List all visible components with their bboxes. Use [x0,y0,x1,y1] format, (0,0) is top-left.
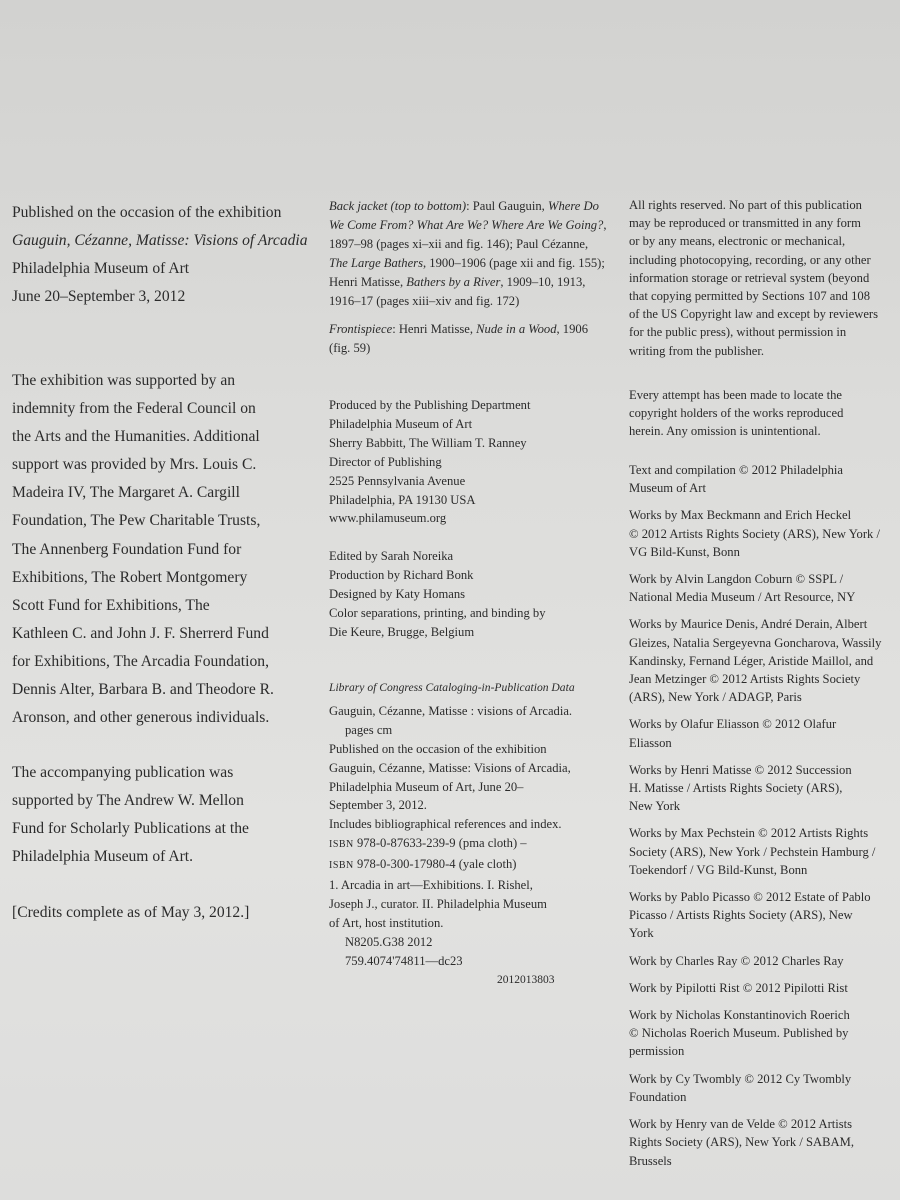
website-url: www.philamuseum.org [329,511,447,526]
credit-line: New York [629,799,681,814]
credit-line: Works by Olafur Eliasson © 2012 Olafur [629,717,837,732]
credit-line: Works by Max Pechstein © 2012 Artists Rights [629,826,869,841]
cip-line: Gauguin, Cézanne, Matisse: Visions of Arcadia, [329,760,571,775]
credit-entry [629,506,900,561]
credit-list [629,461,900,1170]
cip-line: of Art, host institution. [329,915,444,930]
support-line: support was provided by Mrs. Louis C. [12,456,257,474]
credit-line: Works by Max Beckmann and Erich Heckel [629,508,852,523]
frontispiece-label: Frontispiece [329,322,393,336]
cip-line: Gauguin, Cézanne, Matisse : visions of Arcadia. [329,703,573,718]
exhibition-title: Gauguin, Cézanne, Matisse: Visions of Arcadia [12,232,308,250]
produced-line: Director of Publishing [329,454,442,469]
back-jacket-title-part: Bathers by a River [406,274,501,289]
credit-line: National Media Museum / Art Resource, NY [629,590,856,605]
occasion-block [12,199,317,311]
credit-line: Foundation [629,1089,687,1104]
produced-line: Sherry Babbitt, The William T. Ranney [329,435,527,450]
support-line: Kathleen C. and John J. F. Sherrerd Fund [12,624,269,642]
credit-line: permission [629,1044,685,1059]
back-jacket-text: Henri Matisse, [329,274,407,289]
isbn-pma: 978-0-87633-239-9 (pma cloth) – [356,836,527,851]
support-line: The exhibition was supported by an [12,372,236,389]
credit-line: Text and compilation © 2012 Philadelphia [629,463,843,477]
back-jacket-text: , [603,217,607,232]
staff-credits-block [329,547,609,642]
credit-line: Picasso / Artists Rights Society (ARS), New [629,908,853,923]
credit-line: Rights Society (ARS), New York / SABAM, [629,1135,854,1150]
credit-line: Brussels [629,1153,672,1168]
produced-line: 2525 Pennsylvania Avenue [329,473,466,488]
credit-entry [629,1070,900,1106]
cip-line: Includes bibliographical references and index. [329,817,562,832]
back-jacket-text: 1916–17 (pages xiii–xiv and fig. 172) [329,293,520,308]
publication-line: Fund for Scholarly Publications at the [12,820,249,838]
cip-line: Joseph J., curator. II. Philadelphia Museum [329,896,547,911]
back-jacket-text: : Paul Gauguin, [466,199,548,213]
credit-line: Work by Henry van de Velde © 2012 Artists [629,1117,853,1132]
credit-entry [629,888,900,943]
credit-line: Work by Nicholas Konstantinovich Roerich [629,1008,850,1023]
credit-line: York [629,926,654,941]
exhibition-venue: Philadelphia Museum of Art [12,260,190,278]
credit-entry [629,570,900,606]
credit-entry [629,461,900,497]
credits-note-text: [Credits complete as of May 3, 2012.] [12,904,250,921]
back-jacket-label: Back jacket (top to bottom) [329,199,467,213]
publication-line: The accompanying publication was [12,764,234,781]
publication-line: Philadelphia Museum of Art. [12,848,194,866]
credit-line: Work by Alvin Langdon Coburn © SSPL / [629,572,844,587]
rights-line: writing from the publisher. [629,343,765,358]
support-line: Scott Fund for Exhibitions, The [12,596,210,614]
exhibition-dates: June 20–September 3, 2012 [12,288,186,306]
cip-line: Published on the occasion of the exhibition [329,741,547,756]
frontispiece-text: (fig. 59) [329,340,371,355]
cip-heading: Library of Congress Cataloging-in-Publication Data [329,681,575,694]
occasion-line: Published on the occasion of the exhibition [12,204,282,221]
support-line: Exhibitions, The Robert Montgomery [12,568,248,586]
rights-line: or by any means, electronic or mechanical, [629,234,846,249]
rights-line: for the public press), without permission in [629,325,847,340]
produced-line: Philadelphia Museum of Art [329,416,473,431]
credit-entry [629,715,900,751]
produced-line: Produced by the Publishing Department [329,398,531,412]
cip-line: September 3, 2012. [329,798,427,813]
staff-line: Production by Richard Bonk [329,567,474,582]
back-jacket-text: , 1900–1906 (page xii and fig. 155); [423,255,605,270]
staff-line: Die Keure, Brugge, Belgium [329,624,475,639]
credit-line: Jean Metzinger © 2012 Artists Rights Society [629,672,861,687]
back-jacket-title-part: Where Do [547,199,599,213]
credit-line: Museum of Art [629,481,706,496]
support-line: Dennis Alter, Barbara B. and Theodore R. [12,681,274,699]
support-line: Madeira IV, The Margaret A. Cargill [12,484,240,502]
isbn-label: ISBN [329,839,354,851]
dewey-number: 759.4074'74811—dc23 [345,953,463,968]
credit-line: Toekendorf / VG Bild-Kunst, Bonn [629,862,808,877]
credit-line: Works by Henri Matisse © 2012 Succession [629,762,852,777]
credit-entry [629,615,900,706]
support-line: the Arts and the Humanities. Additional [12,428,260,446]
back-jacket-text: , 1909–10, 1913, [500,274,586,289]
frontispiece-title: Nude in a Wood [476,322,557,336]
rights-line: may be reproduced or transmitted in any form [629,216,861,231]
attempt-line: copyright holders of the works reproduced [629,406,844,421]
support-line: Foundation, The Pew Charitable Trusts, [12,512,261,530]
credit-entry [629,761,900,816]
rights-line: of the US Copyright law and except by reviewers [629,307,879,322]
cip-line: pages cm [345,722,393,737]
back-jacket-title-part: The Large Bathers [329,255,423,270]
support-line: indemnity from the Federal Council on [12,400,256,418]
credit-line: © Nicholas Roerich Museum. Published by [629,1026,849,1041]
rights-line: All rights reserved. No part of this publication [629,198,862,212]
staff-line: Edited by Sarah Noreika [329,549,454,563]
rights-line: information storage or retrieval system (beyond [629,270,870,285]
lccn-number: 2012013803 [497,973,555,986]
frontispiece-text: , 1906 [556,322,588,336]
credit-line: VG Bild-Kunst, Bonn [629,544,740,559]
credit-entry [629,979,900,997]
cip-line: 1. Arcadia in art—Exhibitions. I. Rishel, [329,878,533,893]
credit-entry [629,1115,900,1170]
publication-support-paragraph [12,759,317,871]
credit-entry [629,824,900,879]
isbn-label: ISBN [329,860,354,872]
credit-line: Gleizes, Natalia Sergeyevna Goncharova, Wassily [629,635,882,650]
credit-line: Works by Maurice Denis, André Derain, Albert [629,617,868,632]
staff-line: Color separations, printing, and binding by [329,605,546,620]
credit-line: Work by Charles Ray © 2012 Charles Ray [629,953,844,968]
credit-line: Society (ARS), New York / Pechstein Hamburg / [629,844,876,859]
support-paragraph [12,367,317,732]
support-line: Aronson, and other generous individuals. [12,709,270,727]
rights-line: that copying permitted by Sections 107 and 108 [629,289,870,304]
attempt-line: Every attempt has been made to locate the [629,388,842,402]
back-jacket-title-part: We Come From? What Are We? Where Are We Going? [329,217,604,232]
credit-line: Work by Cy Twombly © 2012 Cy Twombly [629,1071,852,1086]
produced-line: Philadelphia, PA 19130 USA [329,492,476,507]
credit-line: Kandinsky, Fernand Léger, Aristide Maillol, and [629,653,874,668]
back-jacket-caption [329,197,609,310]
credit-entry [629,952,900,970]
frontispiece-text: : Henri Matisse, [392,322,477,336]
support-line: The Annenberg Foundation Fund for [12,540,242,558]
produced-by-block [329,396,609,528]
attempt-paragraph [629,386,900,441]
staff-line: Designed by Katy Homans [329,586,466,601]
credit-line: Work by Pipilotti Rist © 2012 Pipilotti Rist [629,980,848,995]
attempt-line: herein. Any omission is unintentional. [629,424,821,439]
call-number: N8205.G38 2012 [345,934,433,949]
cip-line: Philadelphia Museum of Art, June 20– [329,779,524,794]
back-jacket-text: 1897–98 (pages xi–xii and fig. 146); Paul Cézanne, [329,236,589,251]
frontispiece-caption [329,320,609,358]
credits-note [12,899,317,927]
credit-line: (ARS), New York / ADAGP, Paris [629,690,802,705]
credit-line: H. Matisse / Artists Rights Society (ARS), [629,781,843,796]
support-line: for Exhibitions, The Arcadia Foundation, [12,652,269,670]
credit-entry [629,1006,900,1061]
rights-paragraph [629,196,900,360]
credit-line: Works by Pablo Picasso © 2012 Estate of Pablo [629,890,871,905]
isbn-yale: 978-0-300-17980-4 (yale cloth) [356,857,517,872]
credit-line: © 2012 Artists Rights Society (ARS), New York / [629,526,880,541]
rights-line: including photocopying, recording, or any other [629,252,871,267]
credit-line: Eliasson [629,735,672,750]
cip-data-block [329,679,609,990]
publication-line: supported by The Andrew W. Mellon [12,792,244,810]
